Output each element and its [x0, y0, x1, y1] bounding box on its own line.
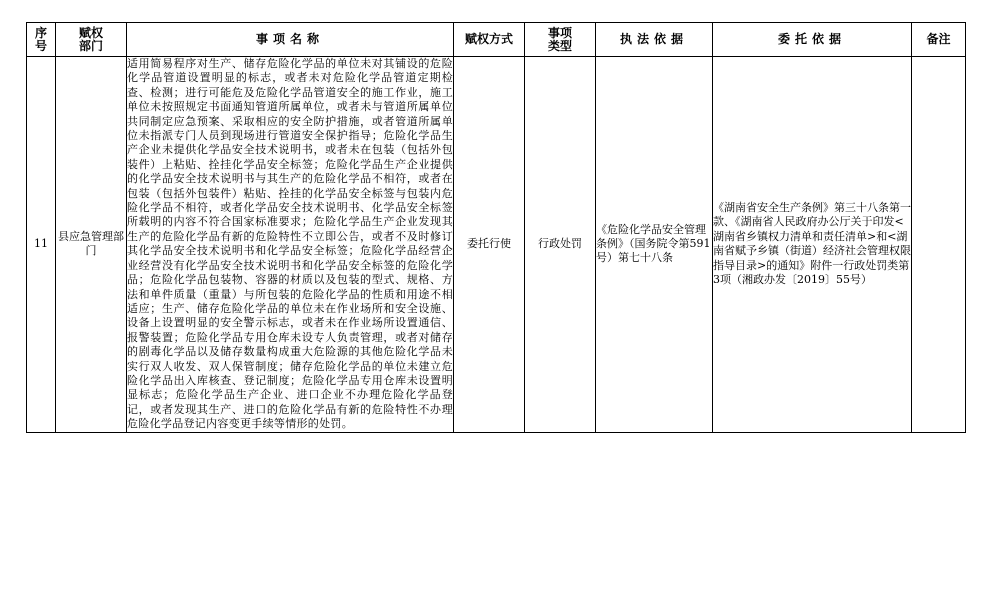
cell-method: 委托行使 — [454, 57, 525, 433]
header-legal-basis-label: 执法依据 — [619, 32, 688, 46]
header-remark-label: 备注 — [926, 32, 951, 46]
header-type — [525, 23, 596, 57]
authority-table — [26, 22, 966, 433]
cell-entrust-basis: 《湖南省安全生产条例》第三十八条第一款、《湖南省人民政府办公厅关于印发<湖南省乡镇权力清单和责任清单>和<湖南省赋予乡镇（街道）经济社会管理权限指导目录>的通知》附件一行政处罚类第3项（湘政办发〔2019〕55号） — [713, 57, 912, 433]
cell-item-name: 适用简易程序对生产、储存危险化学品的单位未对其铺设的危险化学品管道设置明显的标志，或者未对危险化学品管道定期检查、检测；进行可能危及危险化学品管道安全的施工作业，施工单位未按照规定书面通知管道所属单位，或者未与管道所属单位共同制定应急预案、采取相应的安全防护措施，或者管道所属单位未指派专门人员到现场进行管道安全保护指导；危险化学品生产企业未提供化学品安全技术说明书，或者未在包装（包括外包装件）上粘贴、拴挂化学品安全标签；危险化学品生产企业提供的化学品安全技术说明书与其生产的危险化学品不相符，或者在包装（包括外包装件）粘贴、拴挂的化学品安全标签与包装内危险化学品不相符，或者化学品安全技术说明书、化学品安全标签所载明的内容不符合国家标准要求；危险化学品生产企业发现其生产的危险化学品有新的危险特性不立即公告，或者不及时修订其化学品安全技术说明书和化学品安全标签；危险化学品经营企业经营没有化学品安全技术说明书和化学品安全标签的危险化学品；危险化学品包装物、容器的材质以及包装的型式、规格、方法和单件质量（重量）与所包装的危险化学品的性质和用途不相适应；生产、储存危险化学品的单位未在作业场所和安全设施、设备上设置明显的安全警示标志，或者未在作业场所设置通信、报警装置；危险化学品专用仓库未设专人负责管理，或者对储存的剧毒化学品以及储存数量构成重大危险源的其他危险化学品未实行双人收发、双人保管制度；储存危险化学品的单位未建立危险化学品出入库核查、登记制度；危险化学品专用仓库未设置明显标志；危险化学品生产企业、进口企业不办理危险化学品登记，或者发现其生产、进口的危险化学品有新的危险特性不办理危险化学品登记内容变更手续等情形的处罚。 — [127, 57, 453, 431]
header-type-line2: 类型 — [547, 38, 572, 53]
header-dept-line2: 部门 — [78, 38, 103, 53]
header-item-name-label: 事项名称 — [255, 32, 324, 46]
cell-legal-basis: 《危险化学品安全管理条例》（国务院令第591号）第七十八条 — [596, 57, 713, 433]
header-method-label: 赋权方式 — [464, 32, 513, 46]
header-entrust-basis-label: 委托依据 — [777, 32, 846, 46]
header-row — [27, 23, 966, 57]
header-entrust-basis — [713, 23, 912, 57]
header-remark — [912, 23, 966, 57]
header-method — [454, 23, 525, 57]
header-legal-basis — [596, 23, 713, 57]
header-seq — [27, 23, 56, 57]
cell-remark — [912, 57, 966, 433]
header-type-line1: 事项 — [547, 25, 572, 40]
header-seq-line1: 序 — [34, 25, 47, 40]
cell-type: 行政处罚 — [525, 57, 596, 433]
header-dept — [56, 23, 127, 57]
header-dept-line1: 赋权 — [78, 25, 103, 40]
table-row — [27, 57, 966, 433]
cell-seq: 11 — [27, 57, 56, 433]
cell-dept: 县应急管理部门 — [56, 57, 127, 433]
header-seq-line2: 号 — [34, 38, 47, 53]
header-item-name — [127, 23, 454, 57]
